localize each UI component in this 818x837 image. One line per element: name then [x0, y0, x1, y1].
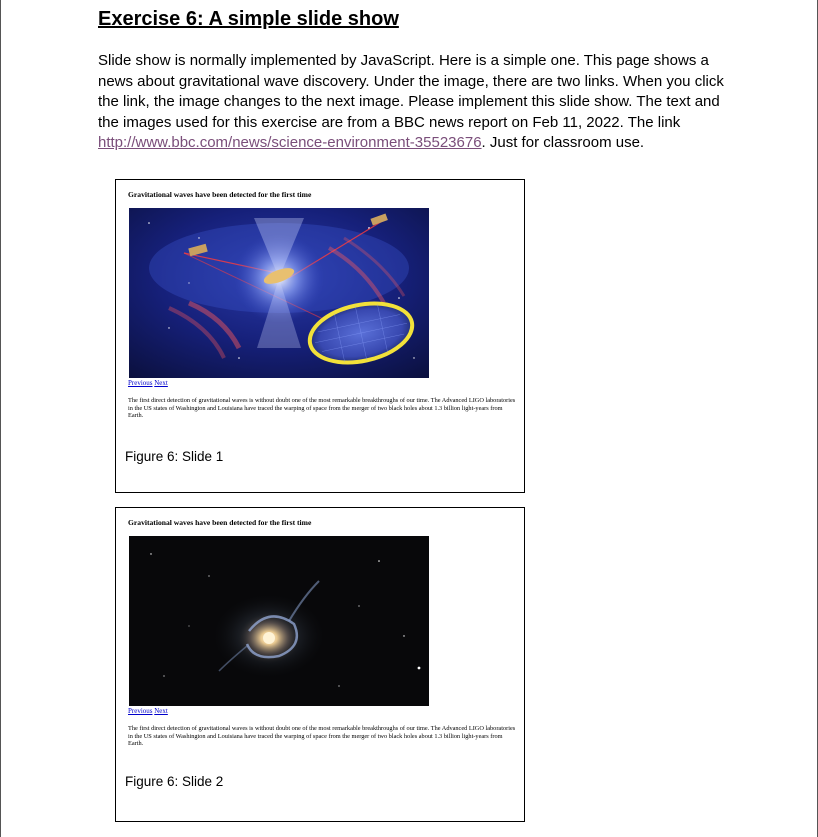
intro-paragraph [98, 51, 738, 154]
next-link[interactable]: Next [154, 379, 168, 387]
page-title: Exercise 6: A simple slide show [98, 8, 399, 30]
intro-after-text: . Just for classroom use. [481, 134, 645, 151]
previous-link[interactable]: Previous [128, 379, 153, 387]
slide-nav [128, 707, 168, 715]
bbc-news-link[interactable]: http://www.bbc.com/news/science-environment-35523676 [98, 134, 482, 151]
slide-description: The first direct detection of gravitational waves is without doubt one of the most remarkable breakthroughs of our time. The Advanced LIGO laboratories in the US states of Washington and Louisiana have traced the warping of space from the merger of two black holes about 1.3 billion light-years from Earth. [128, 725, 516, 748]
page-border-left [0, 0, 1, 837]
figure-caption: Figure 6: Slide 1 [125, 449, 224, 464]
slide-image-galaxy [129, 536, 429, 706]
slide-description: The first direct detection of gravitational waves is without doubt one of the most remarkable breakthroughs of our time. The Advanced LIGO laboratories in the US states of Washington and Louisiana have traced the warping of space from the merger of two black holes about 1.3 billion light-years from Earth. [128, 397, 516, 420]
previous-link[interactable]: Previous [128, 707, 153, 715]
slide-figure-1 [115, 179, 525, 493]
slide-nav [128, 379, 168, 387]
slide-heading: Gravitational waves have been detected for the first time [128, 190, 312, 199]
next-link[interactable]: Next [154, 707, 168, 715]
slide-image-lisa-spacecraft [129, 208, 429, 378]
figure-caption: Figure 6: Slide 2 [125, 774, 224, 789]
slide-figure-2 [115, 507, 525, 822]
slide-heading: Gravitational waves have been detected for the first time [128, 518, 312, 527]
intro-text: Slide show is normally implemented by JavaScript. Here is a simple one. This page shows a news about gravitational wave discovery. Under the image, there are two links. When you click the link, the image changes to the next image. Please implement this slide show. The text and the images used for this exercise are from a BBC news report on Feb 11, 2022. The link [98, 52, 724, 131]
